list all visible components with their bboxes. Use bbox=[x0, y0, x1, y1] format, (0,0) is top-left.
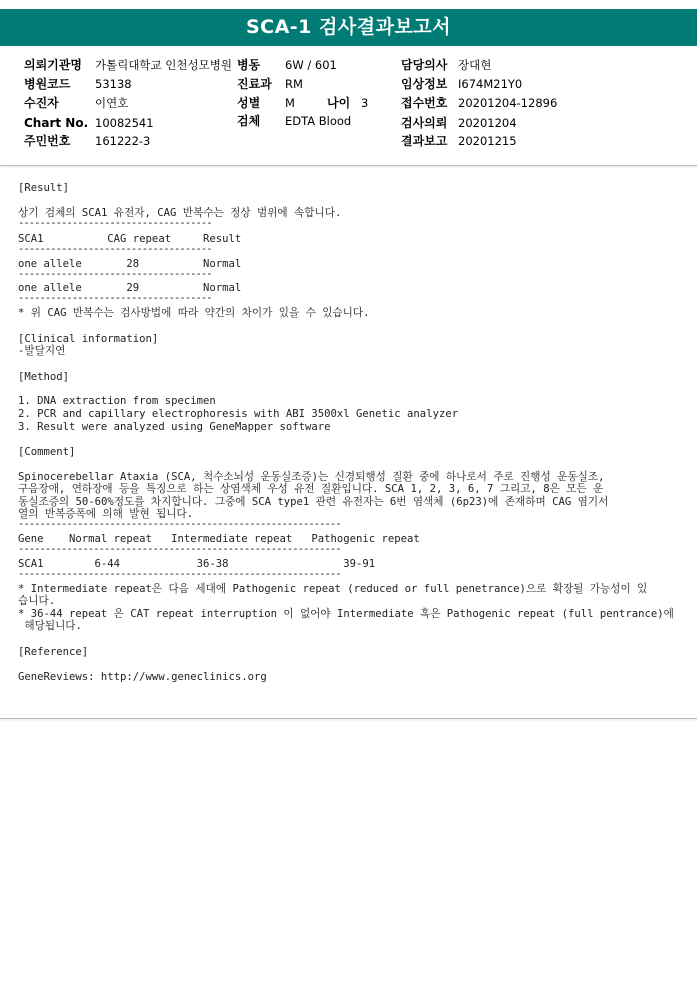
label-department: 진료과 bbox=[237, 77, 272, 91]
comment-line: 구음장애, 연하장애 등을 특징으로 하는 상염색체 우성 유전 질환입니다. SCA 1, 2, 3, 6, 7 그리고, 8은 모든 운 bbox=[18, 483, 604, 495]
value-resident-number: 161222-3 bbox=[95, 134, 151, 148]
comment-line: 열의 반복증폭에 의해 발현 됩니다. bbox=[18, 508, 194, 520]
report-title: SCA-1 검사결과보고서 bbox=[0, 9, 697, 46]
comment-line: 동실조증의 50-60%정도를 차지합니다. 그중에 SCA type1 관련 유전자는 6번 염색체 (6p23)에 존재하며 CAG 염기서 bbox=[18, 496, 609, 508]
label-physician: 담당의사 bbox=[401, 58, 448, 72]
result-table-divider: ------------------------------------ bbox=[18, 217, 212, 229]
header-divider bbox=[0, 165, 697, 166]
value-requesting-institution: 가톨릭대학교 인천성모병원 bbox=[95, 58, 232, 72]
clinical-section-header: [Clinical information] bbox=[18, 333, 159, 345]
label-clinical-info: 임상정보 bbox=[401, 77, 448, 91]
value-physician: 장대현 bbox=[458, 58, 492, 72]
repeat-table-divider: ------------------------------------------------------------ bbox=[18, 568, 341, 580]
footer-divider bbox=[0, 718, 697, 719]
value-hospital-code: 53138 bbox=[95, 77, 132, 91]
result-note: * 위 CAG 반복수는 검사방법에 따라 약간의 차이가 있을 수 있습니다. bbox=[18, 307, 370, 319]
label-specimen: 검체 bbox=[237, 114, 261, 128]
label-ward: 병동 bbox=[237, 58, 261, 72]
repeat-table-header: Gene Normal repeat Intermediate repeat Pathogenic repeat bbox=[18, 533, 420, 545]
label-receipt-number: 접수번호 bbox=[401, 96, 448, 110]
label-chart-no: Chart No. bbox=[24, 116, 89, 130]
repeat-note: 해당됩니다. bbox=[18, 620, 82, 632]
result-section-header: [Result] bbox=[18, 182, 70, 194]
method-section-header: [Method] bbox=[18, 371, 70, 383]
repeat-table-divider: ------------------------------------------------------------ bbox=[18, 543, 341, 555]
label-requesting-institution: 의뢰기관명 bbox=[24, 58, 82, 72]
result-table-divider: ------------------------------------ bbox=[18, 243, 212, 255]
clinical-text: -발달지연 bbox=[18, 345, 66, 357]
repeat-note: * 36-44 repeat 은 CAT repeat interruption 이 없어야 Intermediate 혹은 Pathogenic repeat (full pentrance)에 bbox=[18, 608, 674, 620]
comment-section-header: [Comment] bbox=[18, 446, 76, 458]
method-line: 3. Result were analyzed using GeneMapper software bbox=[18, 421, 331, 433]
result-table-row: one allele 29 Normal bbox=[18, 282, 242, 294]
value-age: 3 bbox=[361, 96, 369, 110]
value-receipt-number: 20201204-12896 bbox=[458, 96, 558, 110]
repeat-table-row: SCA1 6-44 36-38 39-91 bbox=[18, 558, 376, 570]
result-table-divider: ------------------------------------ bbox=[18, 292, 212, 304]
value-patient: 이연호 bbox=[95, 96, 129, 110]
value-ward: 6W / 601 bbox=[285, 58, 337, 72]
result-table-divider: ------------------------------------ bbox=[18, 268, 212, 280]
result-table-row: one allele 28 Normal bbox=[18, 258, 242, 270]
reference-text: GeneReviews: http://www.geneclinics.org bbox=[18, 671, 267, 683]
value-specimen: EDTA Blood bbox=[285, 114, 352, 128]
label-patient: 수진자 bbox=[24, 96, 59, 110]
label-sex: 성별 bbox=[237, 96, 261, 110]
value-result-report: 20201215 bbox=[458, 134, 517, 148]
label-test-request: 검사의뢰 bbox=[401, 116, 448, 130]
label-result-report: 결과보고 bbox=[401, 134, 448, 148]
reference-section-header: [Reference] bbox=[18, 646, 89, 658]
method-line: 2. PCR and capillary electrophoresis with ABI 3500xl Genetic analyzer bbox=[18, 408, 459, 420]
method-line: 1. DNA extraction from specimen bbox=[18, 395, 216, 407]
value-chart-no: 10082541 bbox=[95, 116, 154, 130]
comment-line: Spinocerebellar Ataxia (SCA, 척수소뇌성 운동실조증)는 신경퇴행성 질환 중에 하나로서 주로 진행성 운동실조, bbox=[18, 471, 605, 483]
repeat-note: * Intermediate repeat은 다음 세대에 Pathogenic repeat (reduced or full penetrance)으로 확장될 가능성이 있 bbox=[18, 583, 648, 595]
label-resident-number: 주민번호 bbox=[24, 134, 71, 148]
value-clinical-info: I674M21Y0 bbox=[458, 77, 523, 91]
label-age: 나이 bbox=[327, 96, 351, 110]
result-sentence: 상기 검체의 SCA1 유전자, CAG 반복수는 정상 범위에 속합니다. bbox=[18, 207, 342, 219]
value-test-request: 20201204 bbox=[458, 116, 517, 130]
value-sex: M bbox=[285, 96, 295, 110]
value-department: RM bbox=[285, 77, 303, 91]
repeat-table-divider: ------------------------------------------------------------ bbox=[18, 518, 341, 530]
repeat-note: 습니다. bbox=[18, 595, 56, 607]
label-hospital-code: 병원코드 bbox=[24, 77, 71, 91]
result-table-header: SCA1 CAG repeat Result bbox=[18, 233, 242, 245]
